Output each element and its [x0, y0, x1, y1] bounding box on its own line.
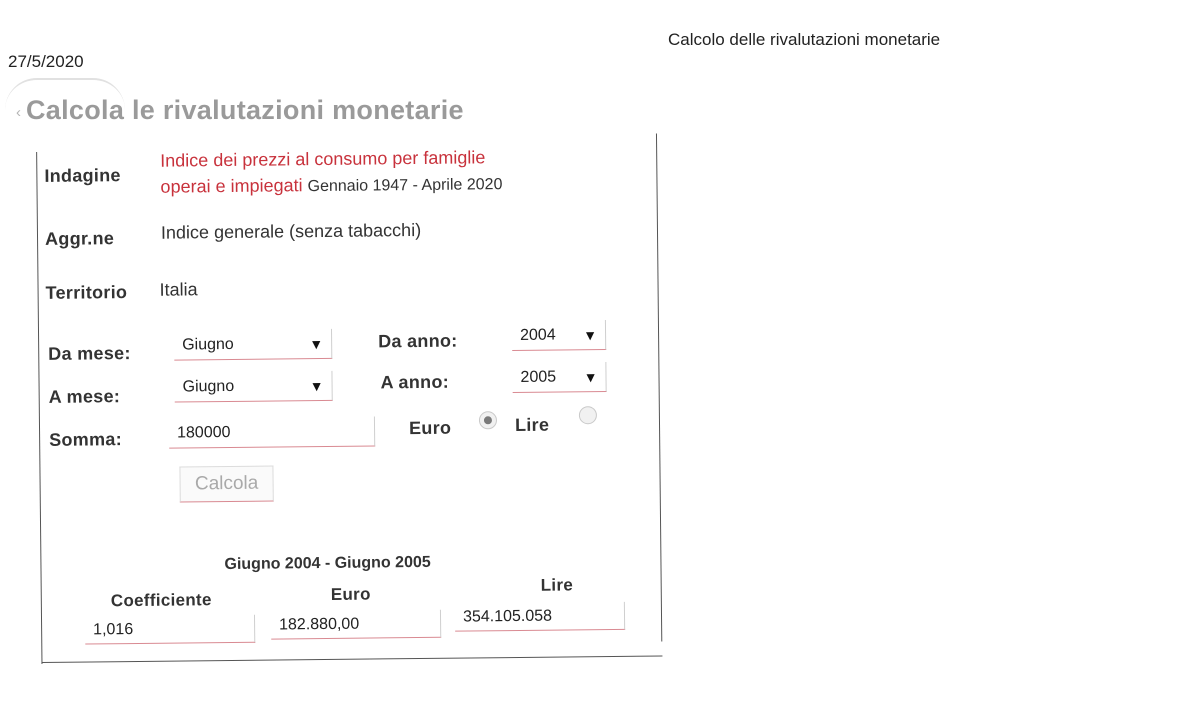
a-mese-label: A mese:	[48, 386, 121, 407]
da-mese-value: Giugno	[182, 335, 234, 353]
indagine-range: Gennaio 1947 - Aprile 2020	[307, 176, 503, 196]
da-anno-select[interactable]	[512, 320, 606, 351]
lire-output	[455, 602, 625, 632]
a-anno-value: 2005	[520, 368, 557, 386]
calculator-panel	[36, 133, 663, 665]
print-date: 27/5/2020	[8, 52, 84, 71]
panel-border-right	[656, 133, 662, 641]
lire-radio-label: Lire	[514, 414, 550, 435]
dropdown-arrow-icon: ▼	[309, 377, 324, 394]
somma-value: 180000	[176, 423, 231, 442]
a-anno-label: A anno:	[380, 371, 450, 393]
aggregazione-label: Aggr.ne	[44, 228, 115, 249]
calcola-button[interactable]: Calcola	[179, 466, 273, 503]
page-title: Calcola le rivalutazioni monetarie	[26, 95, 464, 125]
territorio-label: Territorio	[45, 282, 128, 303]
euro-radio-label: Euro	[408, 417, 452, 439]
result-period: Giugno 2004 - Giugno 2005	[224, 553, 431, 574]
a-mese-value: Giugno	[182, 377, 235, 395]
dropdown-arrow-icon: ▼	[583, 368, 598, 385]
indagine-value-line1: Indice dei prezzi al consumo per famiglie	[160, 147, 486, 171]
indagine-value-line2	[160, 173, 502, 198]
da-mese-select[interactable]	[174, 329, 332, 361]
back-arrow-icon[interactable]: ‹	[16, 104, 21, 121]
lire-radio[interactable]	[579, 406, 597, 424]
da-anno-label: Da anno:	[378, 330, 458, 352]
euro-radio[interactable]	[479, 411, 497, 429]
document-title: Calcolo delle rivalutazioni monetarie	[668, 30, 941, 49]
territorio-value: Italia	[159, 279, 198, 300]
lire-value: 354.105.058	[462, 607, 553, 626]
aggregazione-value: Indice generale (senza tabacchi)	[160, 219, 422, 243]
dropdown-arrow-icon: ▼	[309, 335, 324, 352]
coefficiente-output	[85, 615, 255, 645]
euro-header: Euro	[330, 584, 371, 604]
indagine-label: Indagine	[44, 165, 121, 186]
euro-output	[271, 610, 441, 640]
somma-label: Somma:	[49, 429, 123, 450]
somma-input[interactable]	[169, 416, 375, 448]
panel-border-left	[36, 152, 42, 664]
coefficiente-header: Coefficiente	[110, 590, 212, 611]
euro-value: 182.880,00	[278, 615, 360, 633]
da-mese-label: Da mese:	[48, 343, 131, 364]
indagine-survey-name: operai e impiegati	[160, 175, 303, 197]
da-anno-value: 2004	[519, 326, 556, 344]
panel-border-bottom	[41, 655, 662, 663]
a-anno-select[interactable]	[512, 362, 606, 393]
dropdown-arrow-icon: ▼	[583, 326, 598, 343]
lire-header: Lire	[540, 575, 574, 595]
a-mese-select[interactable]	[174, 371, 332, 403]
coefficiente-value: 1,016	[93, 620, 134, 638]
